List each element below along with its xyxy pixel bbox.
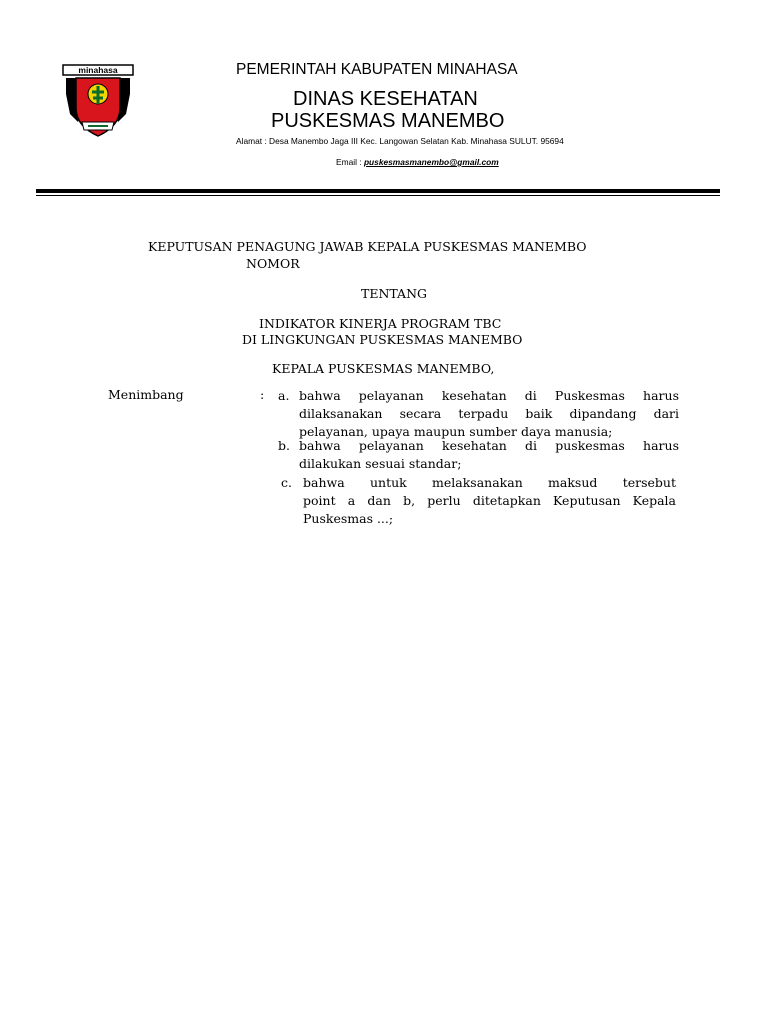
item-line: dilaksanakan secara terpadu baik dipandang dari [299,406,679,421]
issuer-line: KEPALA PUSKESMAS MANEMBO, [272,361,495,376]
address-line: Alamat : Desa Manembo Jaga III Kec. Langowan Selatan Kab. Minahasa SULUT. 95694 [236,136,564,146]
email-link[interactable]: puskesmasmanembo@gmail.com [363,157,499,167]
header-rule-thick [36,189,720,193]
item-text [299,387,679,441]
item-line: pelayanan, upaya maupun sumber daya manusia; [299,424,613,439]
email-label: Email : [336,157,364,167]
email-line [336,157,499,167]
minahasa-crest-logo [62,64,134,140]
facility-name: PUSKESMAS MANEMBO [271,110,505,132]
subject-line-2: DI LINGKUNGAN PUSKESMAS MANEMBO [242,332,523,347]
logo-text: minahasa [78,65,118,75]
header-rule-thin [36,195,720,196]
item-marker: a. [278,388,290,403]
document-title: KEPUTUSAN PENAGUNG JAWAB KEPALA PUSKESMAS MANEMBO [148,239,587,254]
item-text [299,437,679,473]
item-line: bahwa pelayanan kesehatan di puskesmas harus [299,438,679,453]
item-text [303,474,676,528]
item-marker: c. [281,475,292,490]
menimbang-label: Menimbang [108,387,184,402]
item-line: point a dan b, perlu ditetapkan Keputusan Kepala [303,493,676,508]
menimbang-colon: : [260,387,265,402]
tentang-heading: TENTANG [361,286,428,301]
item-line: bahwa untuk melaksanakan maksud tersebut [303,475,676,490]
item-line: Puskesmas ...; [303,511,394,526]
subject-line-1: INDIKATOR KINERJA PROGRAM TBC [259,316,502,331]
document-number-label: NOMOR [246,256,300,271]
department-name: DINAS KESEHATAN [293,88,478,110]
item-line: dilakukan sesuai standar; [299,456,462,471]
item-line: bahwa pelayanan kesehatan di Puskesmas harus [299,388,679,403]
item-marker: b. [278,438,290,453]
government-name: PEMERINTAH KABUPATEN MINAHASA [236,61,518,78]
